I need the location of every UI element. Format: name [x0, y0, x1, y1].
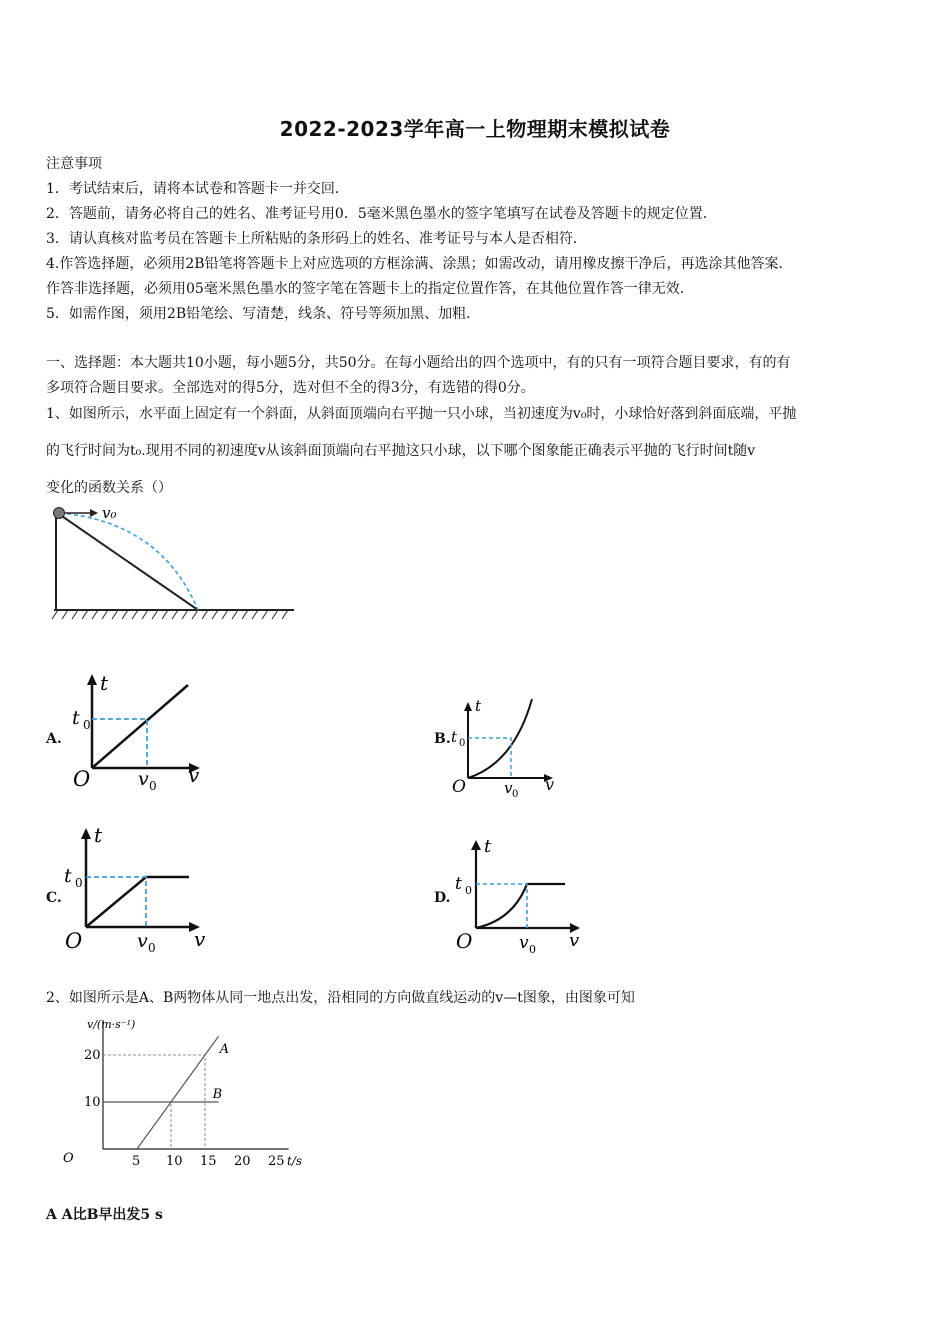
- y-tick-label: 10: [84, 1095, 101, 1110]
- option-c-graph[interactable]: [62, 820, 212, 955]
- t0-label: t: [72, 707, 80, 729]
- y-axis-label: v/(m·s⁻¹): [87, 1018, 136, 1031]
- option-c-label[interactable]: C.: [46, 890, 62, 906]
- origin-label: O: [63, 1151, 74, 1166]
- option-a-label[interactable]: A.: [46, 731, 62, 747]
- option-d-graph[interactable]: [448, 832, 588, 957]
- q2-option-a[interactable]: A A比B早出发5 s: [46, 1207, 163, 1223]
- v0-axis-label: v: [137, 930, 148, 952]
- notice-item-3: 3．请认真核对监考员在答题卡上所粘贴的条形码上的姓名、准考证号与本人是否相符．: [46, 231, 587, 247]
- origin-label: O: [73, 767, 91, 791]
- t0-sub: 0: [75, 876, 83, 890]
- origin-label: O: [65, 929, 83, 953]
- notice-item-5: 5．如需作图，须用2B铅笔绘、写清楚，线条、符号等须加黑、加粗．: [46, 306, 481, 322]
- axis-t-label: t: [475, 697, 482, 715]
- notice-item-1: 1．考试结束后，请将本试卷和答题卡一并交回．: [46, 181, 349, 197]
- y-tick-label: 20: [84, 1048, 101, 1063]
- v0-sub: 0: [529, 943, 536, 956]
- q1-line2: 的飞行时间为t₀.现用不同的初速度v从该斜面顶端向右平抛这只小球，以下哪个图象能正确表示平抛的飞行时间t随v: [46, 443, 756, 459]
- q1-line3: 变化的函数关系（）: [46, 480, 172, 496]
- v0-axis-label: v: [138, 768, 149, 790]
- t0-sub: 0: [465, 884, 472, 897]
- x-tick-label: 20: [234, 1154, 251, 1169]
- axis-t-label: t: [94, 823, 103, 847]
- x-tick-label: 10: [166, 1154, 183, 1169]
- series-label-B: B: [212, 1087, 223, 1102]
- axis-v-label: v: [194, 927, 206, 951]
- t0-sub: 0: [459, 738, 466, 749]
- axis-v-label: v: [569, 930, 580, 951]
- series-label-A: A: [219, 1042, 229, 1057]
- x-tick-label: 15: [200, 1154, 217, 1169]
- notice-heading: 注意事项: [46, 156, 102, 172]
- t0-label: t: [451, 728, 458, 746]
- notice-item-4-cont: 作答非选择题，必须用05毫米黑色墨水的签字笔在答题卡上的指定位置作答，在其他位置作答一律无效．: [46, 281, 694, 297]
- t0-label: t: [64, 865, 72, 887]
- q2-stem: 2、如图所示是A、B两物体从同一地点出发，沿相同的方向做直线运动的v—t图象，由图象可知: [46, 990, 635, 1006]
- axis-v-label: v: [545, 775, 555, 794]
- incline-figure: [46, 502, 306, 627]
- v0-sub: 0: [148, 941, 156, 955]
- axis-v-label: v: [188, 763, 200, 787]
- page-title: 2022-2023学年高一上物理期末模拟试卷: [279, 117, 671, 141]
- section1-line1: 一、选择题：本大题共10小题，每小题5分，共50分。在每小题给出的四个选项中，有的只有一项符合题目要求，有的有: [46, 355, 791, 371]
- x-axis-label: t/s: [287, 1154, 303, 1168]
- series-line-A: [137, 1036, 219, 1149]
- origin-label: O: [452, 777, 466, 797]
- t0-sub: 0: [83, 718, 91, 732]
- q1-line1: 1、如图所示，水平面上固定有一个斜面，从斜面顶端向右平抛一只小球，当初速度为v₀时，小球恰好落到斜面底端，平抛: [46, 406, 797, 422]
- v0-axis-label: v: [519, 933, 529, 953]
- guide-line: [103, 1102, 171, 1149]
- option-b-label[interactable]: B.: [434, 731, 451, 747]
- option-d-label[interactable]: D.: [434, 890, 451, 906]
- notice-item-2: 2．答题前，请务必将自己的姓名、准考证号用0．5毫米黑色墨水的签字笔填写在试卷及答题卡的规定位置．: [46, 206, 717, 222]
- origin-label: O: [456, 929, 473, 953]
- v0-sub: 0: [512, 789, 519, 800]
- vt-chart: [46, 1012, 303, 1172]
- x-tick-label: 25: [268, 1154, 285, 1169]
- t0-label: t: [455, 874, 462, 894]
- notice-item-4: 4.作答选择题，必须用2B铅笔将答题卡上对应选项的方框涂满、涂黑；如需改动，请用橡皮擦干净后，再选涂其他答案．: [46, 256, 793, 272]
- option-b-graph[interactable]: [444, 693, 564, 798]
- ball: [54, 508, 65, 519]
- x-tick-label: 5: [132, 1154, 141, 1169]
- axis-t-label: t: [484, 836, 492, 857]
- axis-t-label: t: [100, 671, 109, 695]
- v0-sub: 0: [149, 779, 157, 793]
- v0-label: v₀: [102, 504, 117, 522]
- v0-axis-label: v: [504, 779, 513, 797]
- option-a-graph[interactable]: [62, 668, 212, 793]
- section1-line2: 多项符合题目要求。全部选对的得5分，选对但不全的得3分，有选错的得0分。: [46, 380, 535, 396]
